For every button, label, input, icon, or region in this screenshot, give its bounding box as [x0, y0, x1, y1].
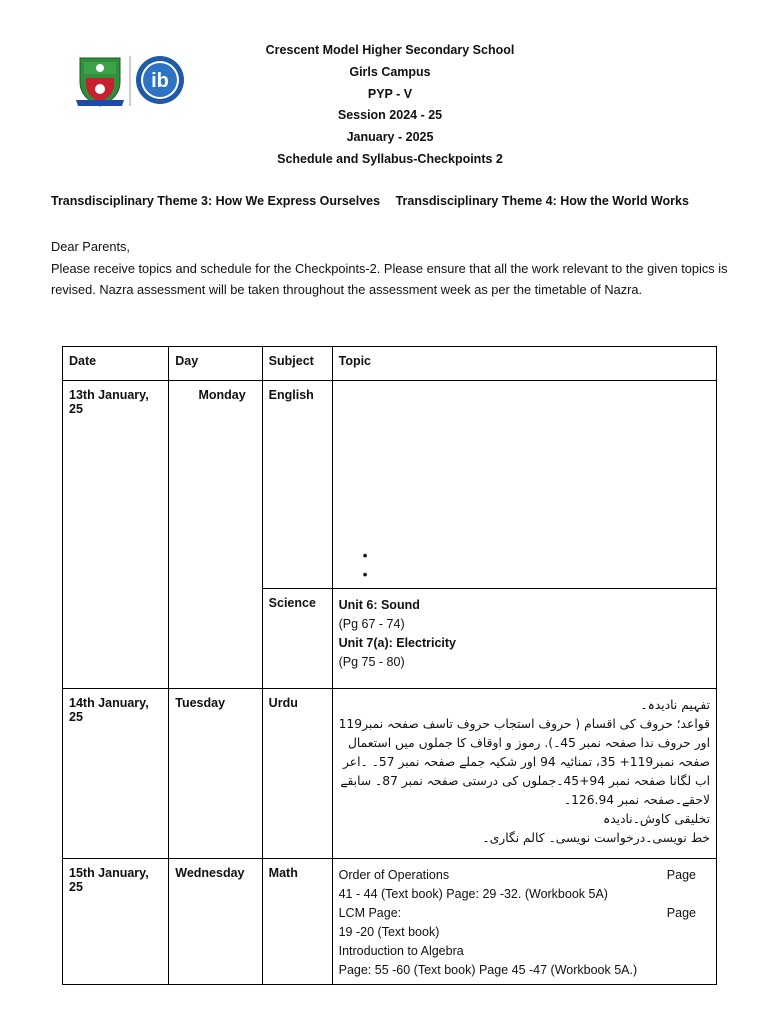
theme-3: Transdisciplinary Theme 3: How We Express Ourselves	[51, 194, 381, 208]
logos	[70, 50, 190, 110]
topic-line: 41 - 44 (Text book) Page: 29 -32. (Workbook 5A)	[338, 887, 608, 901]
header-date: Date	[63, 347, 169, 381]
topic-text: Page	[666, 906, 696, 920]
school-crest-logo	[76, 58, 124, 106]
document-header	[200, 40, 580, 171]
topic-line: لاحقے۔صفحہ نمبر 126.94۔	[563, 793, 710, 807]
campus-name: Girls Campus	[349, 64, 431, 79]
bullet-item	[363, 565, 368, 584]
topic-line: Introduction to Algebra	[338, 944, 464, 958]
salutation: Dear Parents,	[51, 239, 130, 254]
day-cell: Tuesday	[169, 689, 262, 859]
subject-cell: Urdu	[262, 689, 332, 859]
topic-line	[339, 904, 710, 923]
day-cell: Wednesday	[169, 859, 262, 985]
logo-group	[70, 50, 190, 110]
session-label: Session 2024 - 25	[337, 108, 443, 123]
english-topic	[339, 388, 710, 584]
subject-cell: Math	[262, 859, 332, 985]
topic-line: خط نویسی۔درخواست نویسی۔ کالم نگاری۔	[482, 831, 710, 845]
topic-line: 19 -20 (Text book)	[338, 925, 440, 939]
parent-letter	[51, 236, 731, 301]
theme-4: Transdisciplinary Theme 4: How the World Works	[395, 194, 689, 208]
date-cell: 13th January, 25	[63, 381, 169, 689]
table-row	[63, 689, 717, 859]
topic-line: تخلیقی کاوش۔نادیدہ	[602, 812, 710, 826]
topic-line: Unit 7(a): Electricity	[338, 636, 456, 650]
topic-cell	[332, 859, 716, 985]
header-subject: Subject	[262, 347, 332, 381]
topic-line: (Pg 67 - 74)	[338, 617, 405, 631]
topic-cell	[332, 589, 716, 689]
themes-line	[51, 194, 751, 208]
date-cell: 15th January, 25	[63, 859, 169, 985]
letter-body: Please receive topics and schedule for the Checkpoints-2. Please ensure that all the work relevant to the given topics is revised. Nazra assessment will be taken throughout the assessment week as per the timetable of Nazra.	[51, 260, 728, 298]
topic-line: (Pg 75 - 80)	[338, 655, 405, 669]
day-cell: Monday	[169, 381, 262, 689]
topic-line: اور حروف ندا صفحہ نمبر 45۔). رموز و اوقاف کا جملوں میں استعمال	[347, 736, 710, 750]
topic-line: قواعد؛ حروف کی اقسام ( حروف استجاب حروف تاسف صفحہ نمبر119	[338, 717, 710, 731]
svg-text:ib: ib	[151, 70, 169, 92]
topic-cell	[332, 689, 716, 859]
topic-line: صفحہ نمبر119+ 35، تمنائیہ 94 اور شکیہ جملے صفحہ نمبر 57۔ ۔اعر	[343, 755, 710, 769]
ib-world-school-logo	[136, 56, 184, 104]
table-row	[63, 381, 717, 589]
subject-cell: Science	[262, 589, 332, 689]
date-cell: 14th January, 25	[63, 689, 169, 859]
topic-line: Unit 6: Sound	[338, 598, 420, 612]
table-row	[63, 859, 717, 985]
schedule-table	[62, 346, 717, 985]
table-header-row	[63, 347, 717, 381]
subject-cell: English	[262, 381, 332, 589]
document-title: Schedule and Syllabus-Checkpoints 2	[277, 151, 503, 166]
topic-text: Page	[666, 868, 696, 882]
topic-text: LCM Page:	[338, 906, 402, 920]
topic-line: Page: 55 -60 (Text book) Page 45 -47 (Workbook 5A.)	[338, 963, 638, 977]
topic-line: تفہیم نادیدہ۔	[640, 698, 710, 712]
topic-cell	[332, 381, 716, 589]
topic-text: Order of Operations	[338, 868, 450, 882]
month-label: January - 2025	[346, 130, 434, 145]
bullet-item	[363, 546, 368, 565]
bullet-list	[363, 546, 368, 584]
header-day: Day	[169, 347, 262, 381]
programme-name: PYP - V	[367, 86, 413, 101]
school-name: Crescent Model Higher Secondary School	[265, 43, 515, 57]
topic-line: اب لگانا صفحہ نمبر 94+45۔جملوں کی درستی صفحہ نمبر 87۔ سابقے	[340, 774, 710, 788]
header-topic: Topic	[332, 347, 716, 381]
topic-line	[339, 866, 710, 885]
